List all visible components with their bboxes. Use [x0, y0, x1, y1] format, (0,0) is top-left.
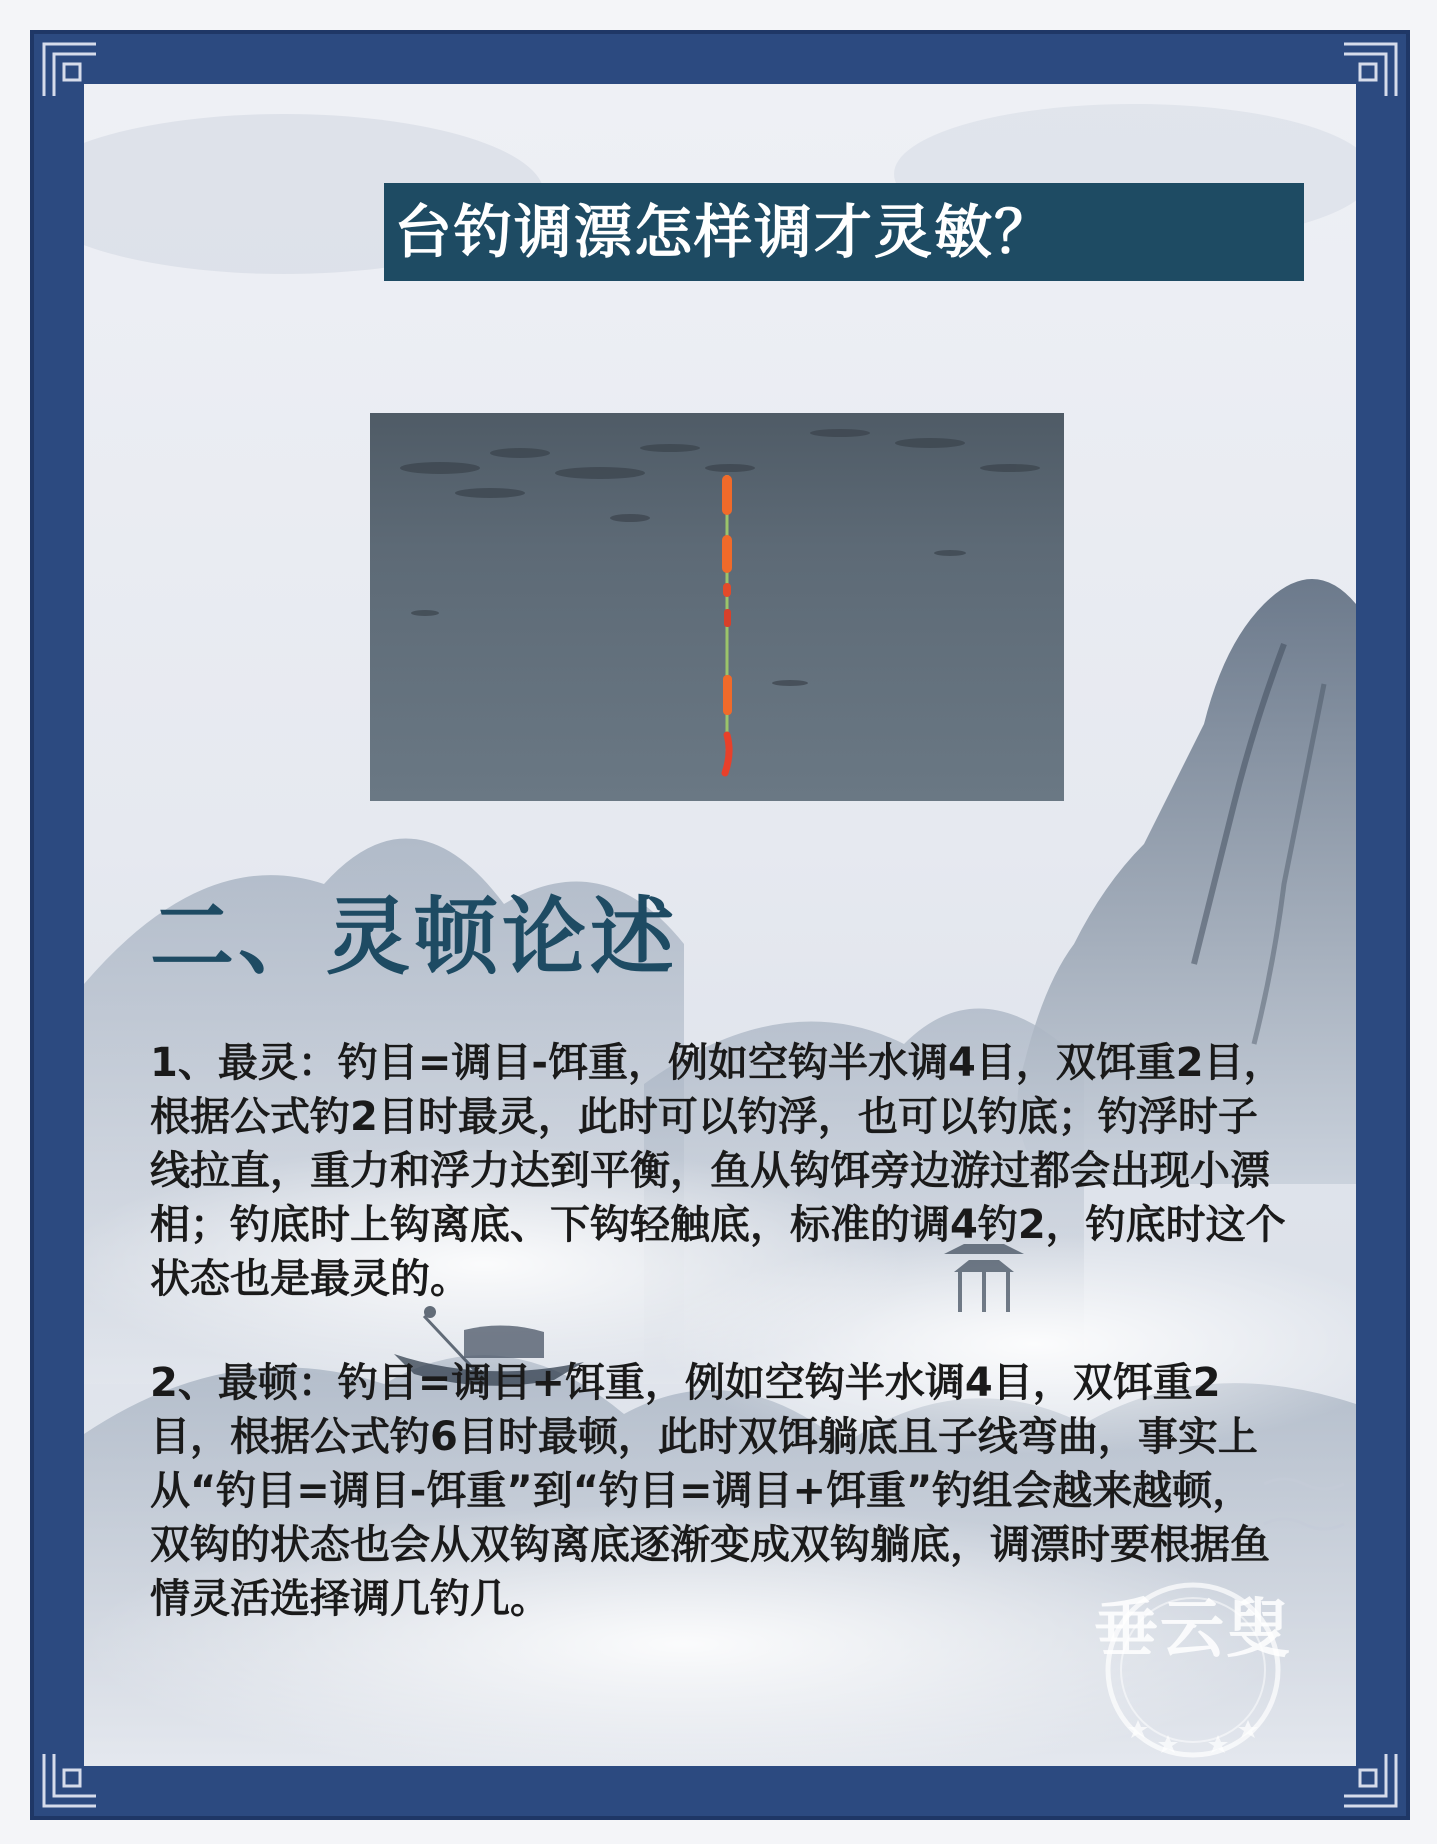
- float-in-water-image: [370, 413, 1064, 801]
- paragraph-most-dull: 2、最顿：钓目=调目+饵重，例如空钩半水调4目，双饵重2目，根据公式钓6目时最顿，此时双饵躺底且子线弯曲，事实上从“钓目=调目-饵重”到“钓目=调目+饵重”钓组会越来越顿，双钩的状态也会从双钩离底逐渐变成双钩躺底，调漂时要根据鱼情灵活选择调几钓几。: [150, 1360, 1270, 1622]
- paragraph-most-sensitive: 1、最灵：钓目=调目-饵重，例如空钩半水调4目，双饵重2目，根据公式钓2目时最灵，此时可以钓浮，也可以钓底；钓浮时子线拉直，重力和浮力达到平衡，鱼从钩饵旁边游过都会出现小漂相；钓底时上钩离底、下钩轻触底，标准的调4钓2，钓底时这个状态也是最灵的。: [150, 1040, 1286, 1302]
- watermark-text: 垂云叟: [1094, 1592, 1292, 1667]
- title-banner: [384, 183, 1304, 281]
- watermark-stamp: [1068, 1560, 1318, 1760]
- section-heading: 二、灵顿论述: [150, 888, 679, 986]
- fishing-float-photo: [370, 413, 1064, 801]
- page-title: 台钓调漂怎样调才灵敏？: [394, 198, 1055, 266]
